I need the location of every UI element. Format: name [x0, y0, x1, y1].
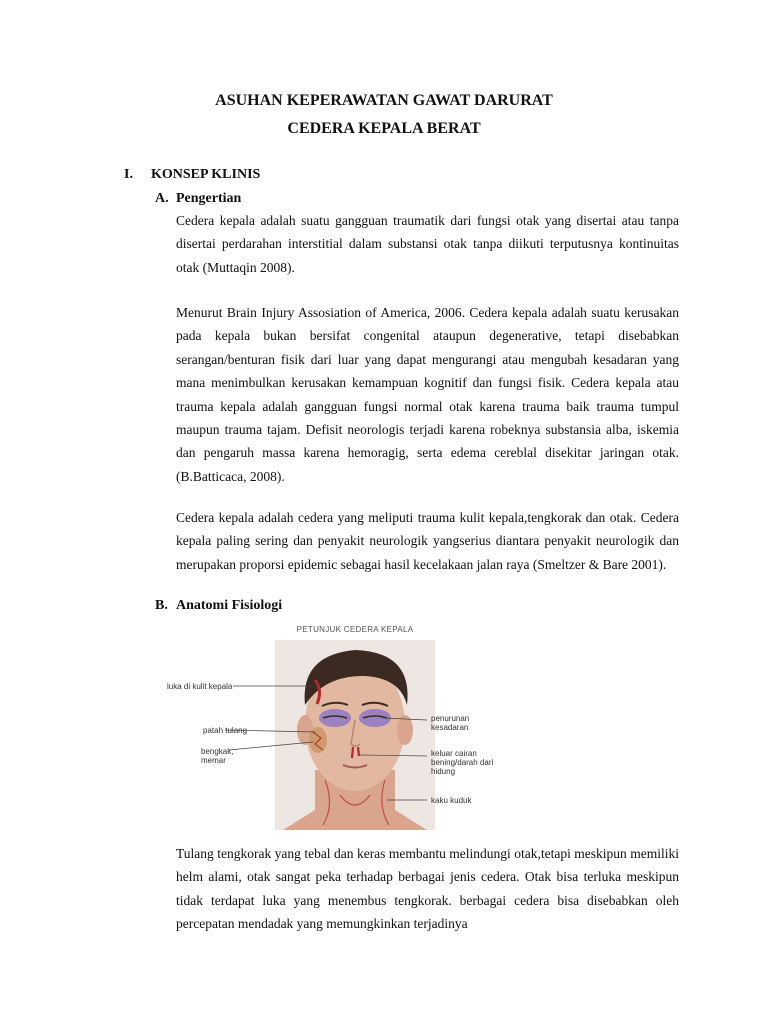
section-heading	[124, 167, 260, 183]
subsection-b-title: Anatomi Fisiologi	[176, 598, 283, 613]
paragraph-anatomy: Tulang tengkorak yang tebal dan keras membantu melindungi otak,tetapi meskipun memiliki helm alami, otak sangat peka terhadap berbagai jenis cedera. Otak bisa terluka meskipun tidak terdapat luka yang menembus tengkorak. berbagai cedera bisa disebabkan oleh percepatan mendadak yang memungkinkan terjadinya	[176, 846, 679, 932]
label-swelling: bengkak, memar	[201, 747, 234, 765]
head-injury-figure	[165, 620, 545, 830]
document-title: ASUHAN KEPERAWATAN GAWAT DARURAT	[215, 92, 553, 109]
paragraph-definition-2: Menurut Brain Injury Assosiation of America, 2006. Cedera kepala adalah suatu kerusakan pada kepala bukan bersifat congenital ataupun degenerative, tetapi disebabkan serangan/benturan fisik dari luar yang dapat mengurangi atau mengubah kesadaran yang mana menimbulkan kerusakan kemampuan kognitif dan fungsi fisik. Cedera kepala atau trauma kepala adalah gangguan fungsi normal otak karena trauma baik trauma tumpul maupun trauma tajam. Defisit neorologis terjadi karena robeknya substansia alba, iskemia dan pengaruh massa karena hemoragig, serta edema cereblal disekitar jaringan otak. (B.Batticaca, 2008).	[176, 305, 679, 484]
label-nasal-fluid: keluar cairan bening/darah dari hidung	[431, 749, 494, 776]
paragraph-definition-3: Cedera kepala adalah cedera yang meliputi trauma kulit kepala,tengkorak dan otak. Cedera kepala paling sering dan penyakit neurologik yangserius diantara penyakit neurologik dan merupakan proporsi epidemic sebagai hasil kecelakaan jalan raya (Smeltzer & Bare 2001).	[176, 510, 679, 572]
subsection-a-number: A.	[155, 191, 169, 206]
subsection-a-heading	[155, 191, 241, 207]
subsection-b-heading	[155, 598, 282, 614]
figure-title: PETUNJUK CEDERA KEPALA	[296, 625, 414, 634]
document-subtitle: CEDERA KEPALA BERAT	[287, 120, 481, 137]
label-fracture: patah tulang	[203, 726, 248, 735]
label-scalp-wound: luka di kulit kepala	[167, 682, 233, 691]
head-illustration	[165, 620, 545, 830]
cheek-bruise	[309, 727, 327, 753]
label-stiff-neck: kaku kuduk	[431, 796, 472, 805]
section-title: KONSEP KLINIS	[151, 167, 261, 182]
label-consciousness: penurunan kesadaran	[431, 714, 470, 732]
paragraph-definition-1: Cedera kepala adalah suatu gangguan traumatik dari fungsi otak yang disertai atau tanpa disertai perdarahan interstitial dalam substansi otak tanpa diikuti terputusnya kontinuitas otak (Muttaqin 2008).	[176, 213, 679, 275]
section-number: I.	[124, 167, 133, 182]
subsection-b-number: B.	[155, 598, 168, 613]
subsection-a-title: Pengertian	[176, 191, 242, 206]
